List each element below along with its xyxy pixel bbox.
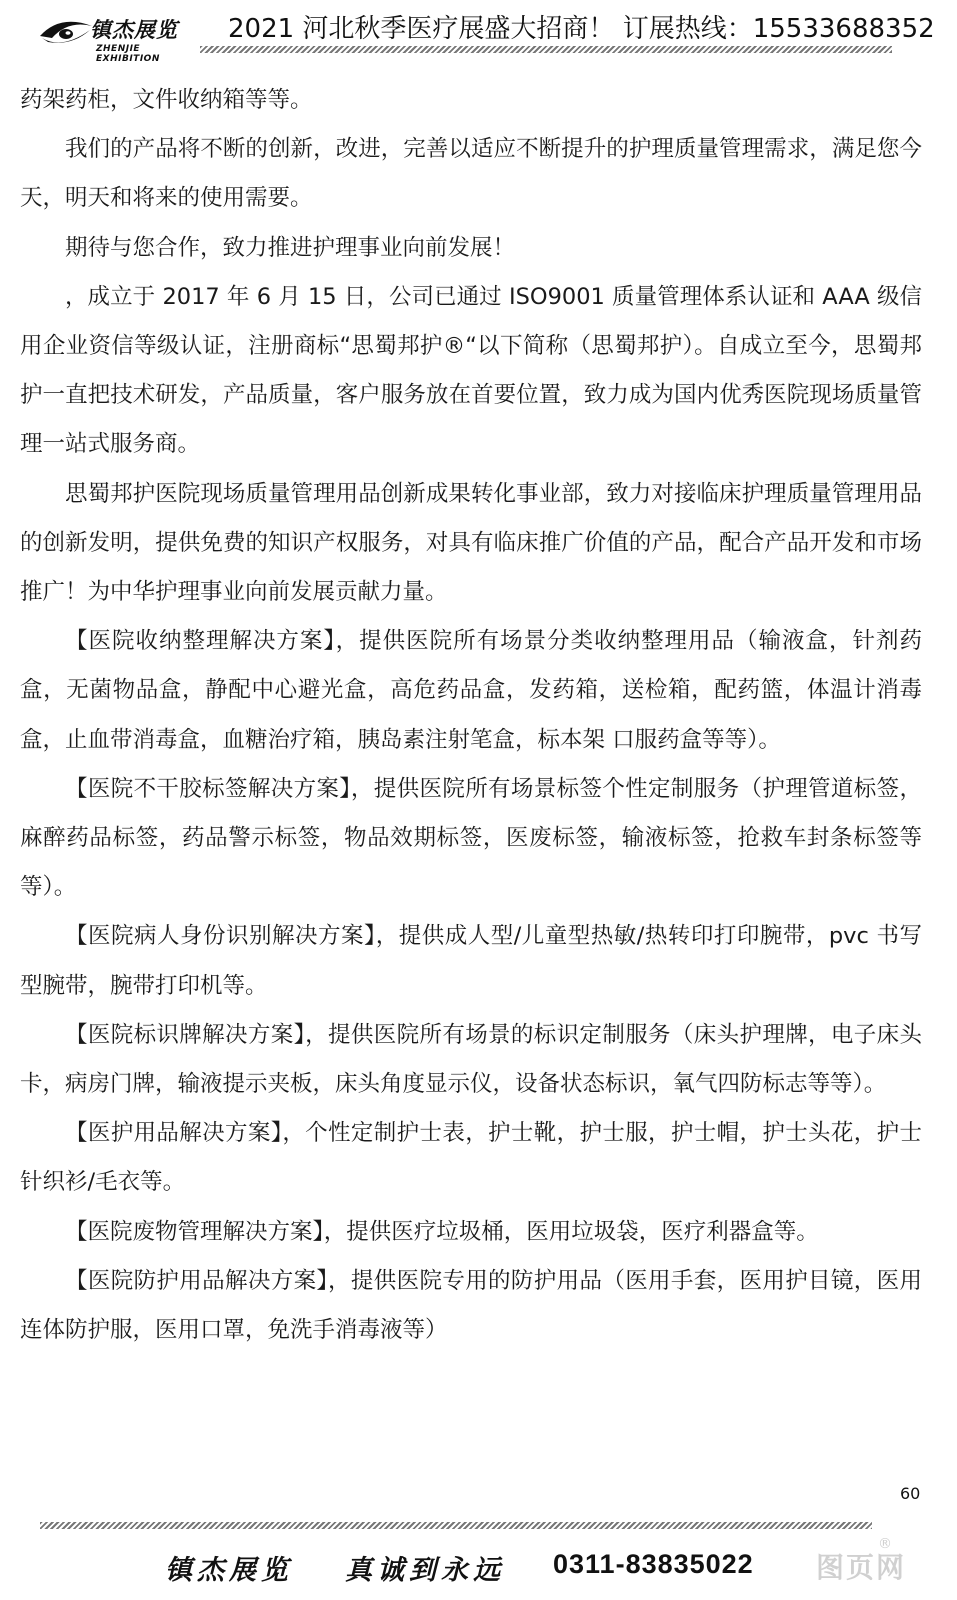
body-paragraph: 【医院不干胶标签解决方案】，提供医院所有场景标签个性定制服务（护理管道标签，麻醉药品标签，药品警示标签，物品效期标签，医废标签，输液标签，抢救车封条标签等等）。 [20,775,922,901]
body-paragraph: ，成立于 2017 年 6 月 15 日，公司已通过 ISO9001 质量管理体系认证和 AAA 级信用企业资信等级认证，注册商标“思蜀邦护®“以下简称（思蜀邦护）。自成立至今，思蜀邦护一直把技术研发，产品质量，客户服务放在首要位置，致力成为国内优秀医院现场质量管理一站式服务商。 [20,283,922,458]
header-title: 2021 河北秋季医疗展盛大招商！ 订展热线：15533688352 [228,14,935,44]
footer-slogan: 真诚到永远 [345,1555,505,1586]
eye-logo-icon [38,16,94,50]
body-paragraph: 我们的产品将不断的创新，改进，完善以适应不断提升的护理质量管理需求，满足您今天，明天和将来的使用需要。 [20,136,922,212]
brand-logo [38,8,188,64]
document-body [20,76,922,1355]
body-paragraph: 【医护用品解决方案】，个性定制护士表，护士靴，护士服，护士帽，护士头花，护士针织衫/毛衣等。 [20,1120,922,1196]
page-number: 60 [900,1484,921,1503]
site-watermark: 图页网 [816,1551,907,1584]
logo-english-text: ZHENJIE EXHIBITION [96,44,160,64]
header-hatched-rule [200,46,892,53]
page-header [0,0,957,70]
footer-hatched-rule [40,1522,872,1529]
watermark-registered-mark: ® [878,1536,892,1552]
body-paragraph: 【医院收纳整理解决方案】，提供医院所有场景分类收纳整理用品（输液盒，针剂药盒，无菌物品盒，静配中心避光盒，高危药品盒，发药箱，送检箱，配药篮，体温计消毒盒，止血带消毒盒，血糖治疗箱，胰岛素注射笔盒，标本架 口服药盒等等）。 [20,628,922,753]
body-paragraph: 药架药柜，文件收纳箱等等。 [20,87,313,113]
logo-chinese-text: 镇杰展览 [90,17,178,42]
body-paragraph: 【医院防护用品解决方案】，提供医院专用的防护用品（医用手套，医用护目镜，医用连体防护服，医用口罩，免洗手消毒液等） [20,1267,922,1344]
body-paragraph: 【医院废物管理解决方案】，提供医疗垃圾桶，医用垃圾袋，医疗利器盒等。 [65,1218,819,1245]
footer-phone: 0311-83835022 [553,1549,754,1579]
body-paragraph: 【医院标识牌解决方案】，提供医院所有场景的标识定制服务（床头护理牌，电子床头卡，病房门牌，输液提示夹板，床头角度显示仪，设备状态标识，氧气四防标志等等）。 [20,1021,922,1098]
body-paragraph: 期待与您合作，致力推进护理事业向前发展！ [65,234,516,261]
footer-brand: 镇杰展览 [165,1555,293,1586]
body-paragraph: 思蜀邦护医院现场质量管理用品创新成果转化事业部，致力对接临床护理质量管理用品的创新发明，提供免费的知识产权服务，对具有临床推广价值的产品，配合产品开发和市场推广！为中华护理事业向前发展贡献力量。 [20,480,922,606]
body-paragraph: 【医院病人身份识别解决方案】，提供成人型/儿童型热敏/热转印打印腕带，pvc 书写型腕带，腕带打印机等。 [20,923,922,999]
